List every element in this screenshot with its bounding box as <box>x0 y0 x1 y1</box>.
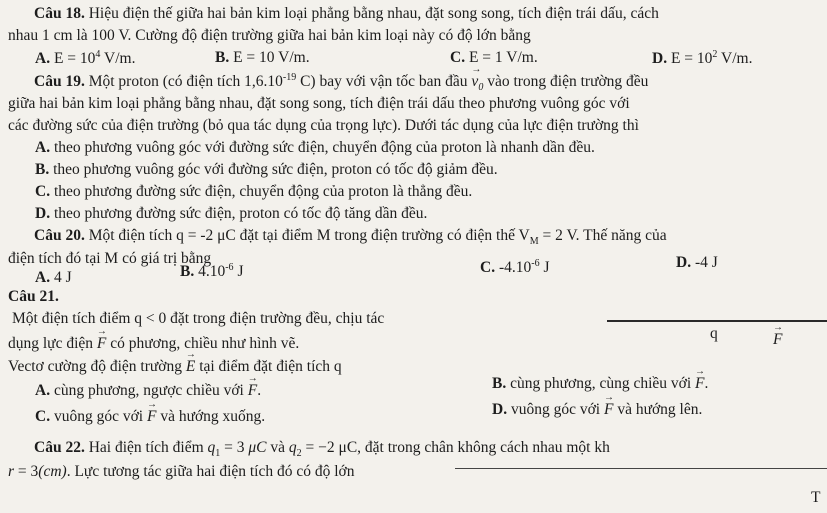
q21-text-1: Một điện tích điểm q < 0 đặt trong điện trường đều, chịu tác <box>12 310 385 327</box>
q21-option-d[interactable] <box>492 402 702 418</box>
v0-subscript: 0 <box>478 82 484 94</box>
q21-text-2b: có phương, chiều như hình vẽ. <box>106 335 300 352</box>
q20-option-b[interactable] <box>180 263 243 280</box>
q18-line-2 <box>8 28 531 44</box>
q19-option-d-text: theo phương đường sức điện, proton có tốc độ tăng dần đều. <box>53 205 428 222</box>
q20-option-c-label: C. <box>480 259 496 277</box>
F-vector: → F <box>97 336 106 352</box>
q20-option-d[interactable] <box>676 255 718 271</box>
q20-label: Câu 20. <box>34 227 85 244</box>
q20-text-1b: = 2 V. Thế năng của <box>538 227 667 244</box>
q18-text-2: nhau 1 cm là 100 V. Cường độ điện trường giữa hai bản kim loại này có độ lớn bằng <box>8 27 531 44</box>
q20-option-a[interactable] <box>35 270 72 286</box>
q21-option-d-vector: → F <box>604 402 613 418</box>
q22-text-1d: = −2 μC, đặt trong chân không cách nhau một kh <box>301 439 610 456</box>
q19-option-b[interactable] <box>35 162 498 178</box>
v0-vector <box>471 74 483 93</box>
q21-option-d-text: vuông góc với <box>510 401 604 418</box>
q2-symbol: q <box>288 439 297 456</box>
q21-text-2a: dụng lực điện <box>8 335 97 352</box>
q20-option-a-label: A. <box>35 269 51 286</box>
q22-line-2 <box>8 464 355 480</box>
field-line <box>607 320 827 322</box>
q21-option-b-label: B. <box>492 375 507 392</box>
q22-text-2d: . Lực tương tác giữa hai điện tích đó có độ lớn <box>66 463 355 480</box>
q21-option-c-label: C. <box>35 408 51 425</box>
q19-text-2: giữa hai bản kim loại phẳng bằng nhau, đặt song song, tích điện trái dấu theo phương vuông góc với <box>8 95 630 112</box>
q18-text-1: Hiệu điện thế giữa hai bản kim loại phẳng bằng nhau, đặt song song, tích điện trái dấu, cách <box>88 5 659 22</box>
q21-option-a-vector: → F <box>248 383 257 399</box>
q21-option-c[interactable] <box>35 409 265 425</box>
q21-option-b-text: cùng phương, cùng chiều với <box>510 375 696 392</box>
q18-option-d-unit: V/m. <box>717 50 753 68</box>
q20-option-c-text: -4.10 <box>498 259 532 277</box>
q19-label: Câu 19. <box>34 73 85 91</box>
q20-line-1 <box>34 228 667 247</box>
q22-label: Câu 22. <box>34 439 85 456</box>
q21-text-3b: tại điểm đặt điện tích q <box>195 358 342 375</box>
q21-option-d-label: D. <box>492 401 508 418</box>
q22-unit-1: μC <box>248 439 267 456</box>
q22-text-1b: = 3 <box>220 439 249 456</box>
q18-option-a-label: A. <box>35 50 51 68</box>
q18-option-a-unit: V/m. <box>100 50 136 68</box>
q21-option-b[interactable] <box>492 376 708 392</box>
q21-option-b-vector: → F <box>695 376 704 392</box>
q18-option-d-text: E = 10 <box>670 50 713 68</box>
q18-label: Câu 18. <box>34 5 85 22</box>
q21-option-a-end: . <box>257 382 262 399</box>
figure-charge-label: q <box>710 325 718 342</box>
q19-line-3 <box>8 118 639 134</box>
q21-option-c-vector: → F <box>147 409 156 425</box>
E-vector: → E <box>186 359 195 375</box>
q20-option-a-text: 4 J <box>53 269 72 286</box>
r-symbol: r <box>8 463 15 480</box>
q19-option-a[interactable] <box>35 140 595 156</box>
q20-subscript: M <box>529 236 539 248</box>
q22-text-2b: = 3 <box>14 463 39 480</box>
q2-subscript: 2 <box>296 448 302 460</box>
q19-option-c[interactable] <box>35 184 472 200</box>
divider-line <box>455 468 827 469</box>
q19-line-2 <box>8 96 630 112</box>
q20-option-b-exp: -6 <box>225 262 234 273</box>
q19-text-1c: vào trong điện trường đều <box>483 73 649 91</box>
q19-text-3: các đường sức của điện trường (bỏ qua tác dụng của trọng lực). Dưới tác dụng của lực điện trường thì <box>8 117 639 134</box>
q19-line-1 <box>34 73 648 93</box>
q22-text-1c: và <box>266 439 289 456</box>
q22-line-1 <box>34 440 610 459</box>
q18-option-c-label: C. <box>450 49 466 66</box>
q20-option-c-exp: -6 <box>531 258 540 269</box>
q20-text-2: điện tích đó tại M có giá trị bằng <box>8 250 212 267</box>
q21-line-3 <box>8 359 342 375</box>
q21-option-c-end: và hướng xuống. <box>156 408 266 425</box>
q19-option-b-label: B. <box>35 161 50 178</box>
q18-option-d-exp: 2 <box>712 49 718 60</box>
q18-option-d[interactable] <box>652 50 752 67</box>
q21-line-1 <box>12 311 384 327</box>
q21-option-c-text: vuông góc với <box>53 408 147 425</box>
q18-option-b-label: B. <box>215 49 230 66</box>
q18-option-a-exp: 4 <box>95 49 101 60</box>
q19-option-d[interactable] <box>35 206 427 222</box>
q21-option-a[interactable] <box>35 383 261 399</box>
q21-option-b-end: . <box>704 375 709 392</box>
q21-line-2 <box>8 336 299 352</box>
q21-option-a-text: cùng phương, ngược chiều với <box>53 382 248 399</box>
q20-option-b-text: 4.10 <box>198 263 226 281</box>
q1-subscript: 1 <box>215 448 221 460</box>
q21-label: Câu 21. <box>8 288 59 305</box>
q19-option-c-text: theo phương đường sức điện, chuyển động của proton là thẳng đều. <box>53 183 473 200</box>
q19-text-1b: C) bay với vận tốc ban đầu <box>296 73 472 91</box>
q18-line-1 <box>34 6 659 22</box>
q18-option-a-text: E = 10 <box>53 50 96 68</box>
q20-option-c-unit: J <box>539 259 550 277</box>
corner-text: T <box>811 489 821 506</box>
q19-text-1a: Một proton (có điện tích 1,6.10 <box>88 73 283 91</box>
q18-option-c[interactable] <box>450 50 538 66</box>
q19-option-c-label: C. <box>35 183 51 200</box>
q19-option-d-label: D. <box>35 205 51 222</box>
q18-option-b-text: E = 10 V/m. <box>233 49 310 66</box>
q21-text-3a: Vectơ cường độ điện trường <box>8 358 186 375</box>
q20-option-b-unit: J <box>233 263 244 281</box>
q20-option-c[interactable] <box>480 259 550 276</box>
q19-option-b-text: theo phương vuông góc với đường sức điện, proton có tốc độ giảm đều. <box>53 161 498 178</box>
q18-option-a[interactable] <box>35 50 135 67</box>
q20-option-d-label: D. <box>676 254 692 271</box>
q21-option-d-end: và hướng lên. <box>613 401 703 418</box>
q18-option-c-text: E = 1 V/m. <box>468 49 538 66</box>
figure-force-symbol: → F <box>773 332 782 348</box>
q19-option-a-label: A. <box>35 139 51 156</box>
q20-option-b-label: B. <box>180 263 195 281</box>
q22-text-2c: (cm) <box>38 463 67 480</box>
q20-option-d-text: -4 J <box>694 254 718 271</box>
figure-force-label <box>773 332 782 348</box>
q1-symbol: q <box>207 439 216 456</box>
q20-text-1a: Một điện tích q = -2 μC đặt tại điểm M trong điện trường có điện thế V <box>88 227 530 244</box>
q18-option-d-label: D. <box>652 50 668 68</box>
q22-text-1a: Hai điện tích điểm <box>88 439 208 456</box>
v0-symbol: v <box>471 73 479 91</box>
q19-exp: -19 <box>282 72 297 83</box>
q18-option-b[interactable] <box>215 50 310 66</box>
q21-option-a-label: A. <box>35 382 51 399</box>
q19-option-a-text: theo phương vuông góc với đường sức điện, chuyển động của proton là nhanh dần đều. <box>53 139 595 156</box>
